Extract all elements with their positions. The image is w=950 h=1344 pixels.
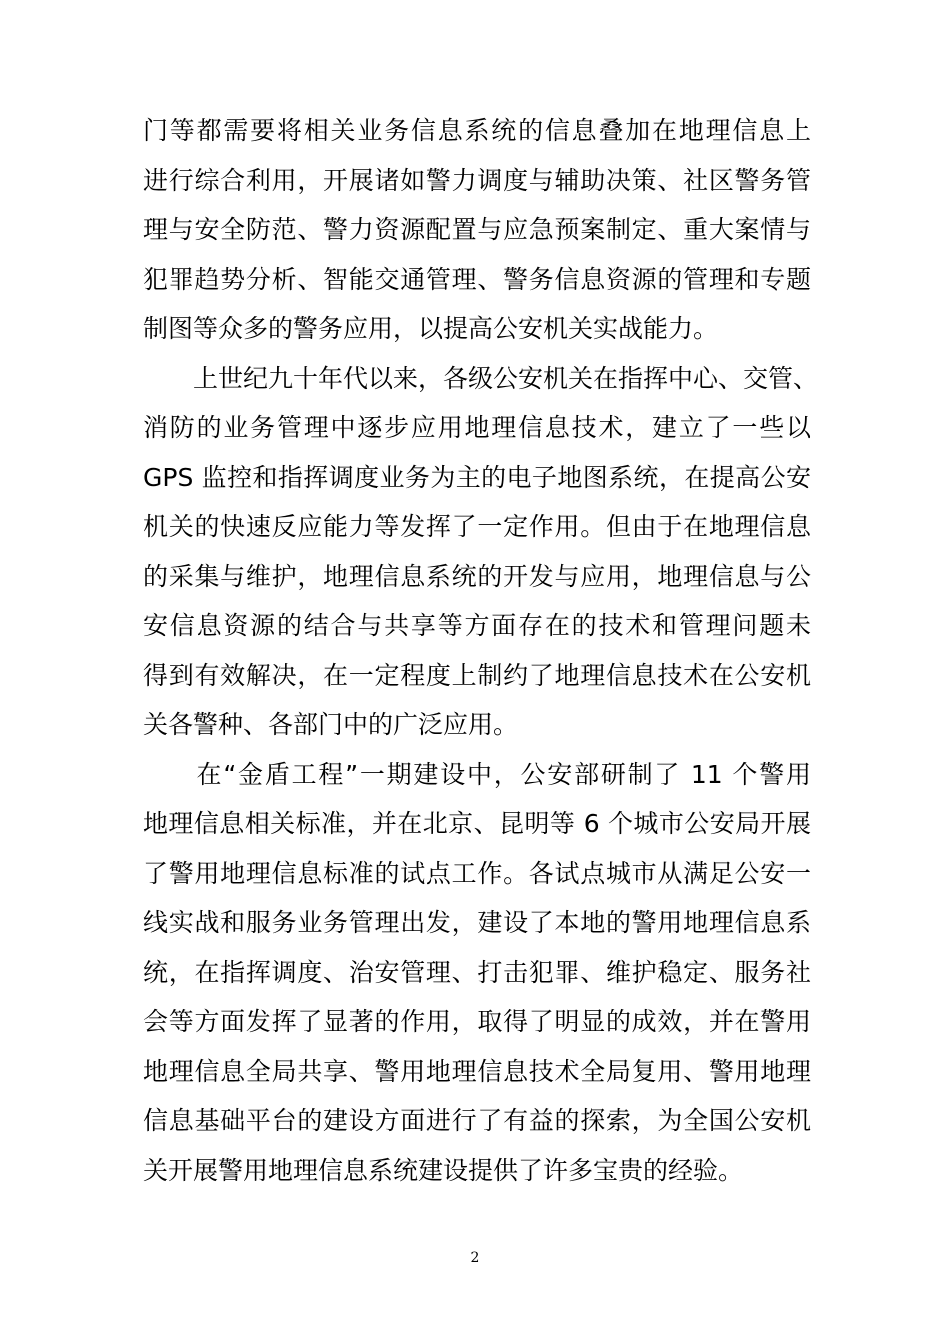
text-line: 上世纪九十年代以来，各级公安机关在指挥中心、交管、 bbox=[143, 363, 819, 393]
text-line: 进行综合利用，开展诸如警力调度与辅助决策、社区警务管 bbox=[143, 165, 811, 195]
text-line: 门等都需要将相关业务信息系统的信息叠加在地理信息上 bbox=[143, 116, 811, 145]
text-line: 信息基础平台的建设方面进行了有益的探索，为全国公安机 bbox=[143, 1106, 811, 1135]
text-line: 了警用地理信息标准的试点工作。各试点城市从满足公安一 bbox=[143, 858, 811, 888]
text-line: 的采集与维护，地理信息系统的开发与应用，地理信息与公 bbox=[143, 561, 811, 591]
text-line: 理与安全防范、警力资源配置与应急预案制定、重大案情与 bbox=[143, 215, 811, 244]
text-line: 地理信息全局共享、警用地理信息技术全局复用、警用地理 bbox=[143, 1056, 811, 1086]
text-line: 线实战和服务业务管理出发，建设了本地的警用地理信息系 bbox=[143, 908, 811, 937]
text-line: 关各警种、各部门中的广泛应用。 bbox=[143, 710, 519, 739]
text-line: 制图等众多的警务应用，以提高公安机关实战能力。 bbox=[143, 314, 719, 343]
text-line: 安信息资源的结合与共享等方面存在的技术和管理问题未 bbox=[143, 611, 811, 640]
text-line: 得到有效解决，在一定程度上制约了地理信息技术在公安机 bbox=[143, 660, 811, 690]
page-number: 2 bbox=[470, 1250, 480, 1266]
text-line: 关开展警用地理信息系统建设提供了许多宝贵的经验。 bbox=[143, 1155, 744, 1185]
text-line: 消防的业务管理中逐步应用地理信息技术，建立了一些以 bbox=[143, 413, 811, 442]
body-text bbox=[143, 106, 819, 1195]
text-line: 地理信息相关标准，并在北京、昆明等 6 个城市公安局开展 bbox=[143, 809, 811, 838]
text-line: 统，在指挥调度、治安管理、打击犯罪、维护稳定、服务社 bbox=[143, 957, 811, 987]
text-line: 在“金盾工程”一期建设中，公安部研制了 11 个警用 bbox=[143, 759, 811, 789]
text-line: 犯罪趋势分析、智能交通管理、警务信息资源的管理和专题 bbox=[143, 264, 811, 294]
text-line: 会等方面发挥了显著的作用，取得了明显的成效，并在警用 bbox=[143, 1007, 811, 1036]
text-line: GPS 监控和指挥调度业务为主的电子地图系统，在提高公安 bbox=[143, 462, 811, 492]
text-line: 机关的快速反应能力等发挥了一定作用。但由于在地理信息 bbox=[143, 512, 811, 541]
